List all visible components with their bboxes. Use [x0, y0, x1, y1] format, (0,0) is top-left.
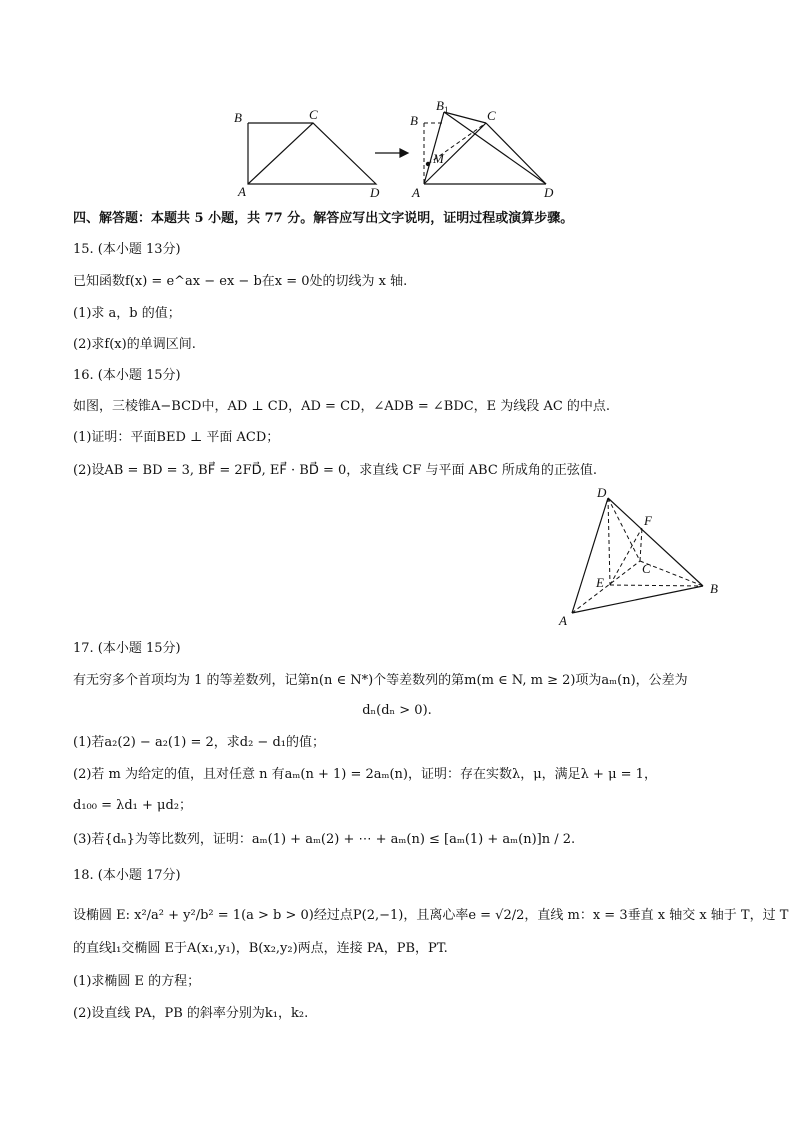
label-B-right: B — [410, 113, 418, 128]
label-F: F — [644, 513, 652, 528]
q17-part2: (2)若 m 为给定的值，且对任意 n 有aₘ(n + 1) = 2aₘ(n)，证明：存在实数λ，μ，满足λ + μ = 1， — [73, 767, 657, 782]
q17-stem-center: dₙ(dₙ > 0). — [362, 703, 432, 718]
folded-solid — [424, 112, 546, 184]
label-M: M — [433, 151, 444, 166]
q16-stem: 如图，三棱锥A−BCD中，AD ⊥ CD，AD = CD，∠ADB = ∠BDC，E 为线段 AC 的中点. — [73, 399, 611, 414]
q17-part2b: d₁₀₀ = λd₁ + μd₂； — [73, 798, 193, 813]
tetrahedron-hidden-edges — [572, 498, 703, 613]
label-B: B — [234, 110, 242, 125]
q18-stem: 设椭圆 E: x²/a² + y²/b² = 1(a > b > 0)经过点P(2,−1)，且离心率e = √2/2，直线 m：x = 3垂直 x 轴交 x 轴于 T，过 T — [73, 908, 789, 923]
fold-figure — [230, 98, 570, 202]
label-C-right: C — [487, 108, 496, 123]
q18-stem2: 的直线l₁交椭圆 E于A(x₁,y₁)，B(x₂,y₂)两点，连接 PA，PB，PT. — [73, 941, 448, 956]
label-B1: $B_1$ — [436, 98, 449, 115]
q15-part2: (2)求f(x)的单调区间. — [73, 337, 196, 352]
label-A-right: A — [412, 185, 420, 200]
q17-part3: (3)若{dₙ}为等比数列，证明：aₘ(1) + aₘ(2) + ⋯ + aₘ(n) ≤ [aₘ(1) + aₘ(n)]n / 2. — [73, 832, 576, 847]
q16-part2: (2)设AB = BD = 3, BF⃗ = 2FD⃗, EF⃗ · BD⃗ = 0，求直线 CF 与平面 ABC 所成角的正弦值. — [73, 463, 598, 478]
q17-stem: 有无穷多个首项均为 1 的等差数列，记第n(n ∈ N*)个等差数列的第m(m ∈ N, m ≥ 2)项为aₘ(n)，公差为 — [73, 673, 688, 688]
tetrahedron-figure — [555, 483, 730, 628]
q15-title: 15. (本小题 13分) — [73, 242, 181, 257]
q15-stem: 已知函数f(x) = e^ax − ex − b在x = 0处的切线为 x 轴. — [73, 274, 408, 289]
label-C: C — [309, 107, 318, 122]
label-E: E — [596, 575, 604, 590]
label-A: A — [238, 184, 246, 199]
point-M — [426, 162, 430, 166]
label-B-tetra: B — [710, 581, 718, 596]
trapezoid-left — [248, 123, 376, 184]
q17-title: 17. (本小题 15分) — [73, 641, 181, 656]
q16-part1: (1)证明：平面BED ⊥ 平面 ACD； — [73, 430, 280, 445]
q16-title: 16. (本小题 15分) — [73, 368, 181, 383]
label-A-tetra: A — [559, 613, 567, 628]
q18-title: 18. (本小题 17分) — [73, 868, 181, 883]
label-D-tetra: D — [597, 485, 607, 500]
label-D-right: D — [544, 185, 554, 200]
q18-part1: (1)求椭圆 E 的方程； — [73, 974, 201, 989]
arrow-icon — [375, 149, 408, 157]
q18-part2: (2)设直线 PA，PB 的斜率分别为k₁，k₂. — [73, 1006, 309, 1021]
q17-part1: (1)若a₂(2) − a₂(1) = 2，求d₂ − d₁的值； — [73, 735, 325, 750]
label-D: D — [370, 185, 380, 200]
q15-part1: (1)求 a，b 的值； — [73, 306, 181, 321]
section-heading: 四、解答题：本题共 5 小题，共 77 分。解答应写出文字说明，证明过程或演算步骤。 — [73, 211, 574, 226]
label-C-tetra: C — [642, 561, 651, 576]
